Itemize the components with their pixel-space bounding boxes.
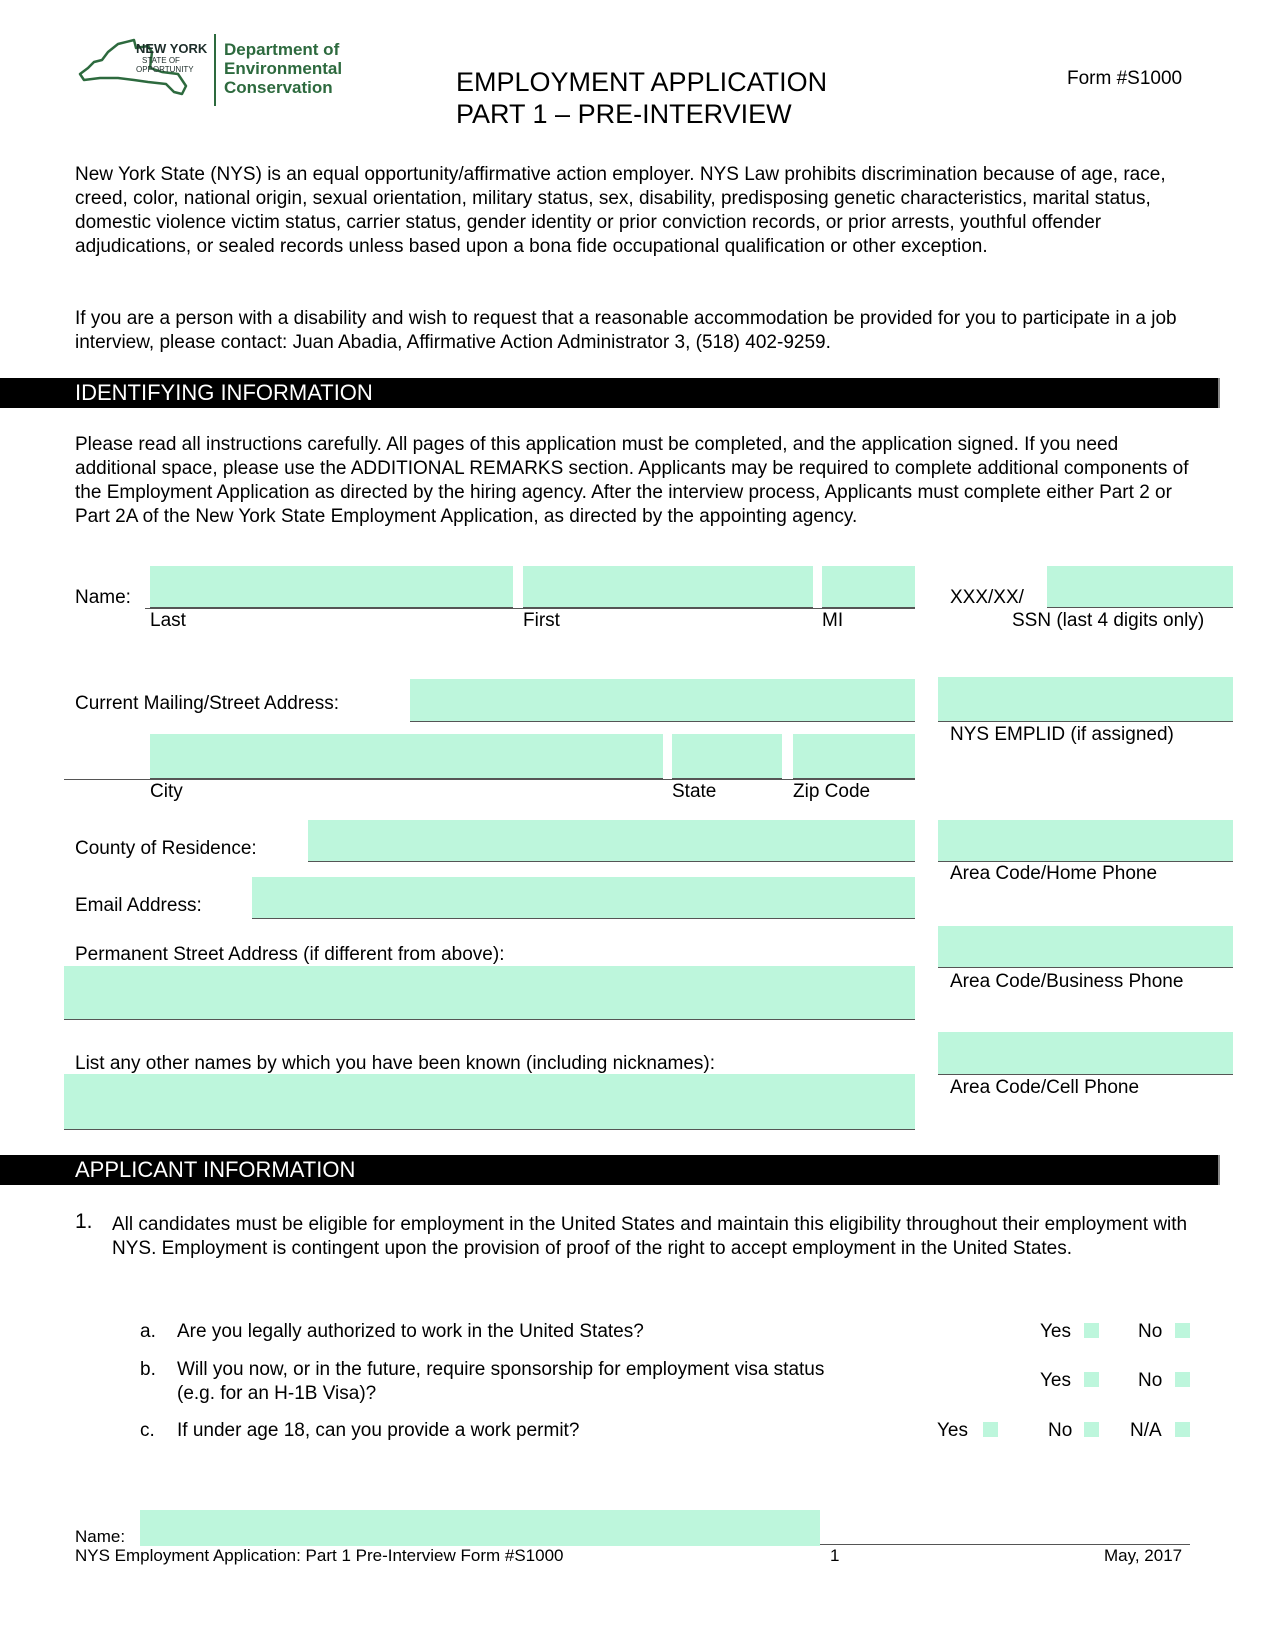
question-c-yes-checkbox[interactable] bbox=[983, 1422, 998, 1437]
cell-phone-field[interactable] bbox=[938, 1032, 1233, 1075]
section-header-applicant: APPLICANT INFORMATION bbox=[0, 1155, 1220, 1185]
other-names-field[interactable] bbox=[64, 1074, 915, 1130]
question-c-na-label: N/A bbox=[1130, 1420, 1162, 1441]
question-a-yes-checkbox[interactable] bbox=[1084, 1323, 1099, 1338]
email-label: Email Address: bbox=[75, 895, 202, 916]
footer-name-field[interactable] bbox=[140, 1510, 820, 1546]
logo-state-tagline-2: OPPORTUNITY bbox=[136, 65, 194, 74]
accommodation-statement: If you are a person with a disability and wish to request that a reasonable accommodation be provided for you to participate in a job interview, please contact: Juan Abadia, Affirmative Action Administrator 3, (518) 402-9259. bbox=[75, 308, 1177, 353]
footer-name-label: Name: bbox=[75, 1527, 126, 1546]
state-label: State bbox=[672, 781, 717, 802]
city-field[interactable] bbox=[150, 734, 663, 779]
county-label: County of Residence: bbox=[75, 838, 257, 859]
home-phone-field[interactable] bbox=[938, 820, 1233, 862]
question-a-letter: a. bbox=[140, 1321, 156, 1342]
footer-page-number: 1 bbox=[830, 1546, 840, 1565]
question-b-text-line-2: (e.g. for an H-1B Visa)? bbox=[177, 1383, 377, 1404]
county-field[interactable] bbox=[308, 820, 915, 862]
question-c-yes-label: Yes bbox=[937, 1420, 968, 1441]
section-header-identifying: IDENTIFYING INFORMATION bbox=[0, 378, 1220, 408]
form-number: Form #S1000 bbox=[1067, 68, 1183, 89]
logo-dept-line-3: Conservation bbox=[224, 78, 333, 97]
middle-initial-label: MI bbox=[822, 610, 844, 631]
question-b-no-checkbox[interactable] bbox=[1175, 1372, 1190, 1387]
permanent-address-field[interactable] bbox=[64, 966, 915, 1020]
page-title-line-2: PART 1 – PRE-INTERVIEW bbox=[456, 99, 792, 129]
logo-divider bbox=[214, 34, 216, 106]
question-b-yes-checkbox[interactable] bbox=[1084, 1372, 1099, 1387]
zip-code-field[interactable] bbox=[793, 734, 915, 779]
question-c-na-checkbox[interactable] bbox=[1175, 1422, 1190, 1437]
first-name-label: First bbox=[523, 610, 560, 631]
city-label: City bbox=[150, 781, 183, 802]
question-c-letter: c. bbox=[140, 1420, 155, 1441]
logo-dept-line-2: Environmental bbox=[224, 59, 343, 78]
question-c-no-label: No bbox=[1048, 1420, 1073, 1441]
question-a-yes-label: Yes bbox=[1040, 1321, 1071, 1342]
logo-state-name: NEW YORK bbox=[136, 41, 208, 56]
identifying-instructions: Please read all instructions carefully. All pages of this application must be completed, and the application signed. If you need additional space, please use the ADDITIONAL REMARKS section. Applicants may be required to complete additional components of the Employment Application as directed by the hiring agency. After the interview process, Applicants must complete either Part 2 or Part 2A of the New York State Employment Application, as directed by the appointing agency. bbox=[75, 434, 1189, 527]
question-a-no-label: No bbox=[1138, 1321, 1163, 1342]
city-state-zip-underline bbox=[64, 779, 915, 780]
ssn-label: SSN (last 4 digits only) bbox=[1012, 610, 1205, 631]
mailing-address-label: Current Mailing/Street Address: bbox=[75, 693, 340, 714]
footer-date: May, 2017 bbox=[1104, 1546, 1183, 1565]
question-b-yes-label: Yes bbox=[1040, 1370, 1071, 1391]
last-name-label: Last bbox=[150, 610, 186, 631]
name-label: Name: bbox=[75, 587, 131, 608]
nys-emplid-field[interactable] bbox=[938, 677, 1233, 722]
ssn-prefix: XXX/XX/ bbox=[950, 587, 1024, 608]
eeo-statement: New York State (NYS) is an equal opportunity/affirmative action employer. NYS Law prohibits discrimination because of age, race, creed, color, national origin, sexual orientation, military status, sex, disability, predisposing genetic characteristics, marital status, domestic violence victim status, carrier status, gender identity or prior conviction records, or prior arrests, youthful offender adjudications, or sealed records unless based upon a bona fide occupational qualification or other exception. bbox=[75, 164, 1166, 257]
logo-state-tagline-1: STATE OF bbox=[142, 56, 180, 65]
page-title-line-1: EMPLOYMENT APPLICATION bbox=[456, 67, 828, 97]
question-c-no-checkbox[interactable] bbox=[1084, 1422, 1099, 1437]
last-name-field[interactable] bbox=[150, 566, 513, 608]
mailing-address-field[interactable] bbox=[410, 679, 915, 722]
cell-phone-label: Area Code/Cell Phone bbox=[950, 1077, 1140, 1098]
question-c-text: If under age 18, can you provide a work permit? bbox=[177, 1420, 580, 1441]
question-1-number: 1. bbox=[75, 1210, 93, 1233]
question-1-text: All candidates must be eligible for employment in the United States and maintain this eligibility throughout their employment with NYS. Employment is contingent upon the provision of proof of the right to accept employment in the United States. bbox=[112, 1214, 1188, 1259]
question-a-text: Are you legally authorized to work in the United States? bbox=[177, 1321, 644, 1342]
business-phone-label: Area Code/Business Phone bbox=[950, 971, 1184, 992]
ssn-last4-field[interactable] bbox=[1047, 566, 1233, 608]
question-b-letter: b. bbox=[140, 1359, 156, 1380]
question-b-text-line-1: Will you now, or in the future, require sponsorship for employment visa status bbox=[177, 1359, 825, 1380]
question-a-no-checkbox[interactable] bbox=[1175, 1323, 1190, 1338]
nys-emplid-label: NYS EMPLID (if assigned) bbox=[950, 724, 1174, 745]
state-field[interactable] bbox=[672, 734, 782, 779]
first-name-field[interactable] bbox=[523, 566, 813, 608]
permanent-address-label: Permanent Street Address (if different from above): bbox=[75, 944, 505, 965]
middle-initial-field[interactable] bbox=[822, 566, 915, 608]
agency-logo bbox=[78, 34, 368, 109]
logo-dept-line-1: Department of bbox=[224, 40, 340, 59]
home-phone-label: Area Code/Home Phone bbox=[950, 863, 1158, 884]
other-names-label: List any other names by which you have been known (including nicknames): bbox=[75, 1053, 716, 1074]
question-b-no-label: No bbox=[1138, 1370, 1163, 1391]
zip-code-label: Zip Code bbox=[793, 781, 871, 802]
footer-form-title: NYS Employment Application: Part 1 Pre-Interview Form #S1000 bbox=[75, 1546, 564, 1565]
business-phone-field[interactable] bbox=[938, 926, 1233, 968]
email-field[interactable] bbox=[252, 877, 915, 919]
